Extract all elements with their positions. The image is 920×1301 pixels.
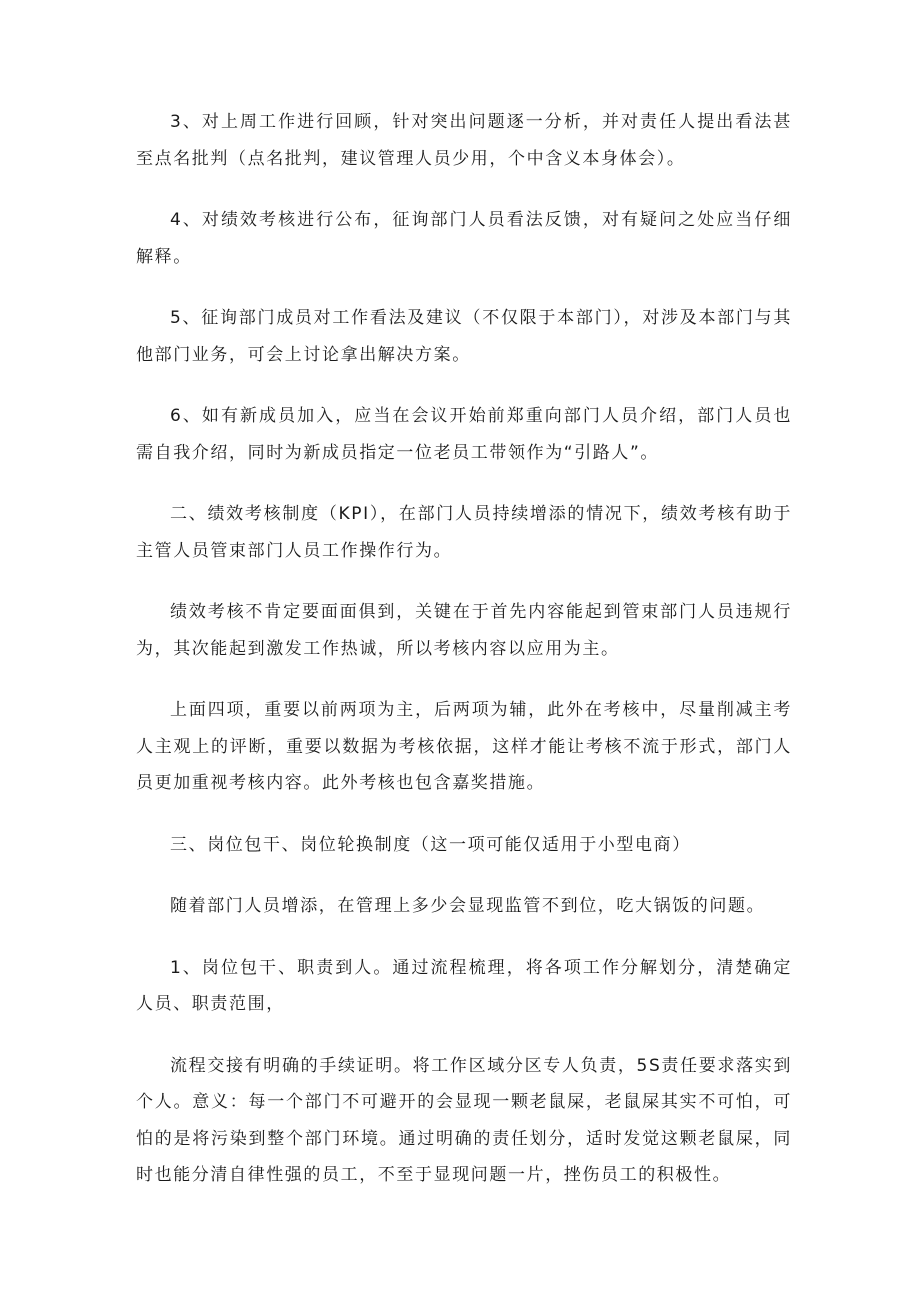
paragraph-kpi-announcement: 4、对绩效考核进行公布，征询部门人员看法反馈，对有疑问之处应当仔细解释。 <box>136 210 792 267</box>
paragraph-supervision-issue: 随着部门人员增添，在管理上多少会显现监管不到位，吃大锅饭的问题。 <box>170 896 766 916</box>
section-heading-job-rotation: 三、岗位包干、岗位轮换制度（这一项可能仅适用于小型电商） <box>170 834 691 855</box>
paragraph-new-member: 6、如有新成员加入，应当在会议开始前郑重向部门人员介绍，部门人员也需自我介绍，同时为新成员指定一位老员工带领作为“引路人”。 <box>136 406 792 463</box>
section-heading-kpi: 二、绩效考核制度（KPI），在部门人员持续增添的情况下，绩效考核有助于主管人员管束部门人员工作操作行为。 <box>136 504 792 561</box>
paragraph-process-handover: 流程交接有明确的手续证明。将工作区域分区专人负责，5S责任要求落实到个人。意义：每一个部门不可避开的会显现一颗老鼠屎，老鼠屎其实不可怕，可怕的是将污染到整个部门环境。通过明确的责任划分，适时发觉这颗老鼠屎，同时也能分清自律性强的员工，不至于显现问题一片，挫伤员工的积极性。 <box>136 1055 792 1185</box>
paragraph-solicit-suggestions: 5、征询部门成员对工作看法及建议（不仅限于本部门），对涉及本部门与其他部门业务，可会上讨论拿出解决方案。 <box>136 308 792 365</box>
paragraph-meeting-review: 3、对上周工作进行回顾，针对突出问题逐一分析，并对责任人提出看法甚至点名批判（点名批判，建议管理人员少用，个中含义本身体会）。 <box>136 112 792 169</box>
paragraph-job-responsibility: 1、岗位包干、职责到人。通过流程梳理，将各项工作分解划分，清楚确定人员、职责范围， <box>136 957 792 1014</box>
document-body <box>136 104 792 1219</box>
paragraph-kpi-weighting: 上面四项，重要以前两项为主，后两项为辅，此外在考核中，尽量削减主考人主观上的评断，重要以数据为考核依据，这样才能让考核不流于形式，部门人员更加重视考核内容。此外考核也包含嘉奖措施。 <box>136 700 792 793</box>
paragraph-kpi-focus: 绩效考核不肯定要面面俱到，关键在于首先内容能起到管束部门人员违规行为，其次能起到激发工作热诚，所以考核内容以应用为主。 <box>136 602 792 659</box>
